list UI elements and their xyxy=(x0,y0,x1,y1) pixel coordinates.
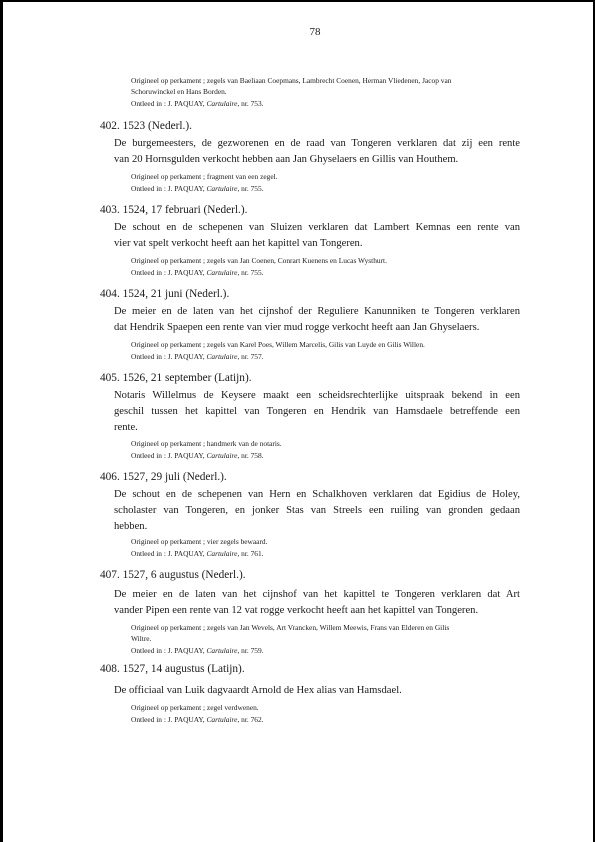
edition-title: Cartulaire xyxy=(206,715,238,724)
edition-title: Cartulaire xyxy=(206,549,238,558)
entry-summary xyxy=(114,587,520,619)
summary-line: dat Hendrik Spaepen een rente van vier mud rogge verkocht heeft aan Jan Ghyselaers. xyxy=(114,322,480,333)
source-line: Origineel op perkament ; zegels van Karel Poes, Willem Marcelis, Gilis van Luyde en Gilis Willen. xyxy=(131,340,425,349)
summary-line: scholaster van Tongeren, en jonker Stas van Streels een ruiling van gronden gedaan xyxy=(114,505,520,516)
summary-line: De meier en de laten van het cijnshof der Reguliere Kanunniken te Tongeren verklaren xyxy=(114,306,520,317)
edition-suffix: , nr. 758. xyxy=(237,451,264,460)
edition-prefix: Ontleed in : J. PAQUAY, xyxy=(131,268,207,277)
entry-summary xyxy=(114,220,520,252)
entry-heading: 408. 1527, 14 augustus (Latijn). xyxy=(100,663,245,675)
entry-summary xyxy=(114,487,520,535)
summary-line: vier vat spelt verkocht heeft aan het kapittel van Tongeren. xyxy=(114,238,363,249)
edition-line xyxy=(131,550,264,557)
scan-edge-top xyxy=(0,0,595,2)
source-line: Origineel op perkament ; vier zegels bewaard. xyxy=(131,537,268,546)
edition-prefix: Ontleed in : J. PAQUAY, xyxy=(131,352,207,361)
edition-suffix: , nr. 753. xyxy=(237,99,264,108)
edition-line xyxy=(131,716,264,723)
edition-prefix: Ontleed in : J. PAQUAY, xyxy=(131,549,207,558)
entry-summary xyxy=(114,388,520,436)
edition-title: Cartulaire xyxy=(206,99,238,108)
summary-line: De officiaal van Luik dagvaardt Arnold de Hex alias van Hamsdael. xyxy=(114,685,402,696)
entry-heading: 402. 1523 (Nederl.). xyxy=(100,120,192,132)
summary-line: De schout en de schepenen van Hern en Schalkhoven verklaren dat Egidius de Holey, xyxy=(114,489,520,500)
edition-prefix: Ontleed in : J. PAQUAY, xyxy=(131,646,207,655)
entry-heading: 404. 1524, 21 juni (Nederl.). xyxy=(100,288,230,300)
edition-line xyxy=(131,269,264,276)
edition-suffix: , nr. 755. xyxy=(237,184,264,193)
source-line: Origineel op perkament ; handmerk van de notaris. xyxy=(131,439,282,448)
edition-suffix: , nr. 755. xyxy=(237,268,264,277)
source-line: Origineel op perkament ; zegels van Jan Coenen, Conrart Kuenens en Lucas Wysthurt. xyxy=(131,256,387,265)
summary-line: van 20 Hornsgulden verkocht hebben aan Jan Ghyselaers en Gillis van Houthem. xyxy=(114,154,459,165)
edition-title: Cartulaire xyxy=(206,184,238,193)
summary-line: De schout en de schepenen van Sluizen verklaren dat Lambert Kemnas een rente van xyxy=(114,222,520,233)
summary-line: De burgemeesters, de gezworenen en de raad van Tongeren verklaren dat zij een rente xyxy=(114,138,520,149)
summary-line: Notaris Willelmus de Keysere maakt een scheidsrechterlijke uitspraak bekend in een xyxy=(114,390,520,401)
source-line: Schoruwinckel en Hans Borden. xyxy=(131,87,227,96)
summary-line: hebben. xyxy=(114,521,148,532)
edition-suffix: , nr. 761. xyxy=(237,549,264,558)
summary-line: geschil tussen het kapittel van Tongeren en Hendrik van Hamsdaele betreffende een xyxy=(114,406,520,417)
edition-line xyxy=(131,185,264,192)
source-line: Origineel op perkament ; zegels van Baeliaan Coepmans, Lambrecht Coenen, Herman Vliedenen, Jacop van xyxy=(131,76,452,85)
source-line: Origineel op perkament ; zegels van Jan Wevels, Art Vrancken, Willem Meewis, Frans van Elderen en Gilis xyxy=(131,623,450,632)
scan-edge-left xyxy=(0,0,3,842)
edition-title: Cartulaire xyxy=(206,646,238,655)
edition-prefix: Ontleed in : J. PAQUAY, xyxy=(131,184,207,193)
edition-suffix: , nr. 759. xyxy=(237,646,264,655)
source-line: Wiltre. xyxy=(131,634,152,643)
summary-line: vander Pipen een rente van 12 vat rogge verkocht heeft aan het kapittel van Tongeren. xyxy=(114,605,479,616)
entry-heading: 406. 1527, 29 juli (Nederl.). xyxy=(100,471,227,483)
edition-suffix: , nr. 757. xyxy=(237,352,264,361)
summary-line: rente. xyxy=(114,422,138,433)
page-number: 78 xyxy=(309,26,321,38)
edition-line xyxy=(131,353,264,360)
source-line: Origineel op perkament ; zegel verdwenen. xyxy=(131,703,259,712)
edition-title: Cartulaire xyxy=(206,352,238,361)
edition-line xyxy=(131,647,264,654)
entry-heading: 407. 1527, 6 augustus (Nederl.). xyxy=(100,569,246,581)
edition-line xyxy=(131,452,264,459)
summary-line: De meier en de laten van het cijnshof van het kapittel te Tongeren verklaren dat Art xyxy=(114,589,520,600)
edition-line xyxy=(131,100,264,107)
edition-prefix: Ontleed in : J. PAQUAY, xyxy=(131,99,207,108)
edition-title: Cartulaire xyxy=(206,451,238,460)
entry-heading: 403. 1524, 17 februari (Nederl.). xyxy=(100,204,248,216)
entry-heading: 405. 1526, 21 september (Latijn). xyxy=(100,372,252,384)
edition-title: Cartulaire xyxy=(206,268,238,277)
edition-suffix: , nr. 762. xyxy=(237,715,264,724)
entry-summary xyxy=(114,136,520,168)
edition-prefix: Ontleed in : J. PAQUAY, xyxy=(131,715,207,724)
entry-summary xyxy=(114,683,520,699)
entry-summary xyxy=(114,304,520,336)
source-line: Origineel op perkament ; fragment van een zegel. xyxy=(131,172,278,181)
edition-prefix: Ontleed in : J. PAQUAY, xyxy=(131,451,207,460)
